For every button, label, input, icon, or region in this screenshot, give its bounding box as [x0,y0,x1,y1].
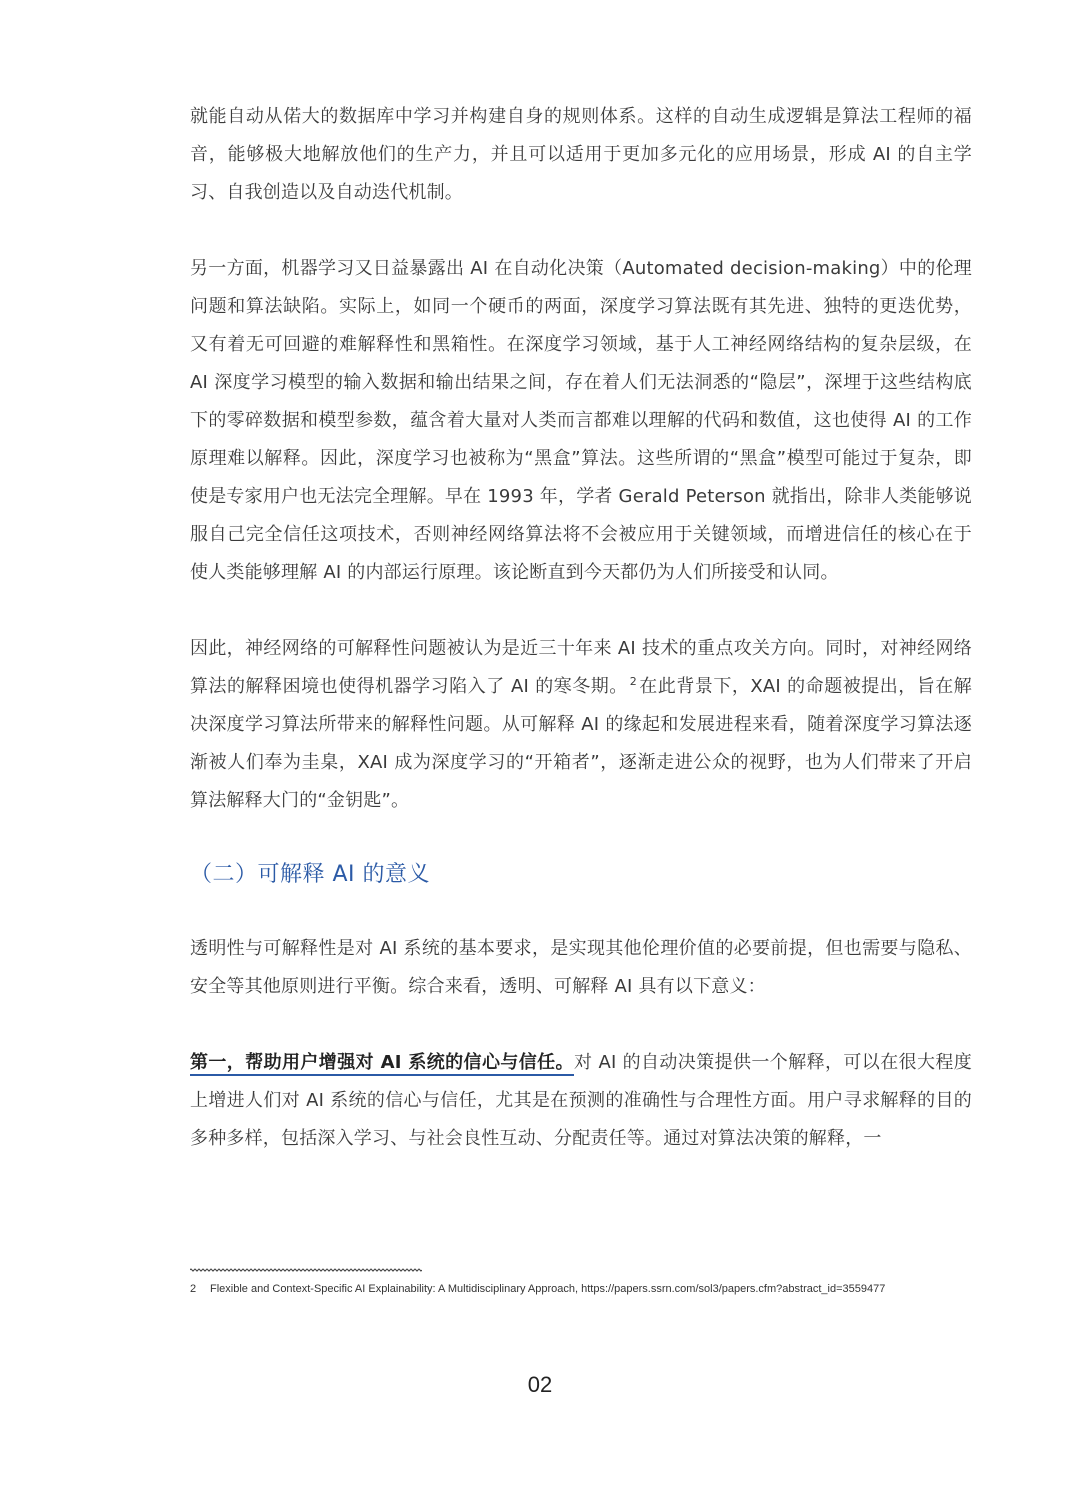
footnote-number: 2 [190,1283,197,1295]
section-heading: （二）可解释 AI 的意义 [190,862,431,887]
paragraph-first-point [190,1044,972,1158]
first-point-text: 对 AI 的自动决策提供一个解释，可以在很大程度上增进人们对 AI 系统的信心与信任，尤其是在预测的准确性与合理性方面。用户寻求解释的目的多种多样，包括深入学习、与社会良性互动、分配责任等。通过对算法决策的解释，一 [190,1052,972,1149]
paragraph-ml-ethics: 另一方面，机器学习又日益暴露出 AI 在自动化决策（Automated decision-making）中的伦理问题和算法缺陷。实际上，如同一个硬币的两面，深度学习算法既有其先进、独特的更迭优势，又有着无可回避的难解释性和黑箱性。在深度学习领域，基于人工神经网络结构的复杂层级，在 AI 深度学习模型的输入数据和输出结果之间，存在着人们无法洞悉的“隐层”，深埋于这些结构底下的零碎数据和模型参数，蕴含着大量对人类而言都难以理解的代码和数值，这也使得 AI 的工作原理难以解释。因此，深度学习也被称为“黑盒”算法。这些所谓的“黑盒”模型可能过于复杂，即使是专家用户也无法完全理解。早在 1993 年，学者 Gerald Peterson 就指出，除非人类能够说服自己完全信任这项技术，否则神经网络算法将不会被应用于关键领域，而增进信任的核心在于使人类能够理解 AI 的内部运行原理。该论断直到今天都仍为人们所接受和认同。 [190,258,972,583]
footnote-separator [190,1267,422,1273]
main-content [190,98,972,1158]
paragraph-transparency: 透明性与可解释性是对 AI 系统的基本要求，是实现其他伦理价值的必要前提，但也需要与隐私、安全等其他原则进行平衡。综合来看，透明、可解释 AI 具有以下意义： [190,938,972,997]
paragraph-interpretability-history [190,630,972,820]
paragraph-text-after: 在此背景下，XAI 的命题被提出，旨在解决深度学习算法所带来的解释性问题。从可解释 AI 的缘起和发展进程来看，随着深度学习算法逐渐被人们奉为圭臬，XAI 成为深度学习的“开箱者”，逐渐走进公众的视野，也为人们带来了开启算法解释大门的“金钥匙”。 [190,676,972,811]
paragraph-text-before: 因此，神经网络的可解释性问题被认为是近三十年来 AI 技术的重点攻关方向。同时，对神经网络算法的解释困境也使得机器学习陷入了 AI 的寒冬期。 [190,638,972,697]
page-number: 02 [527,1372,553,1397]
paragraph-continuation: 就能自动从偌大的数据库中学习并构建自身的规则体系。这样的自动生成逻辑是算法工程师的福音，能够极大地解放他们的生产力，并且可以适用于更加多元化的应用场景，形成 AI 的自主学习、自我创造以及自动迭代机制。 [190,106,972,203]
footnote-text: Flexible and Context-Specific AI Explainability: A Multidisciplinary Approach, https://papers.ssrn.com/sol3/papers.cfm?abstract_id=3559477 [210,1283,886,1295]
footnote [190,1281,972,1297]
footnote-reference[interactable]: 2 [629,675,637,688]
footnote-area [190,1262,972,1297]
first-point-lead: 第一，帮助用户增强对 AI 系统的信心与信任。 [190,1052,574,1076]
